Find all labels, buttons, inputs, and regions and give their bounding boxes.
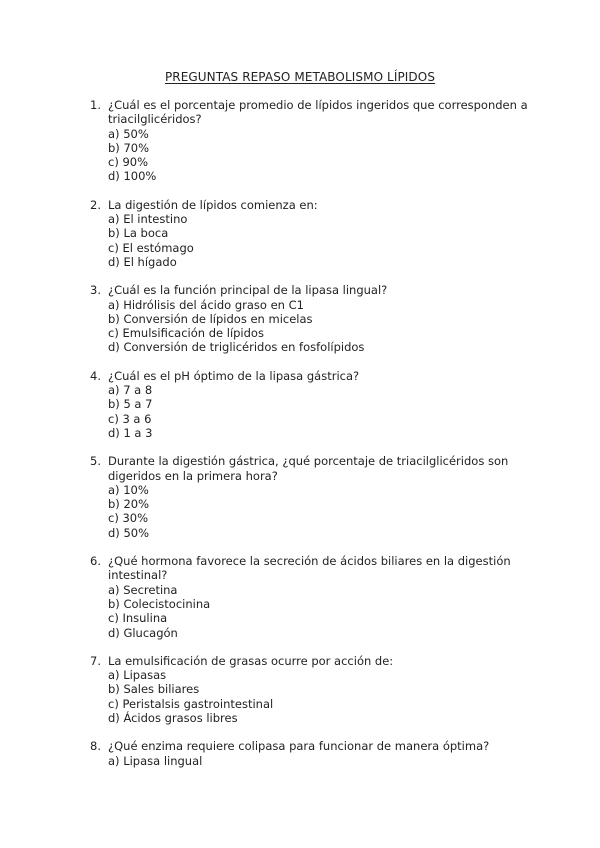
question-item bbox=[0, 739, 600, 768]
answer-option: a) Secretina bbox=[108, 582, 178, 597]
question-item bbox=[0, 454, 600, 540]
question-text: La digestión de lípidos comienza en: bbox=[108, 197, 318, 212]
answer-option: c) Peristalsis gastrointestinal bbox=[108, 696, 274, 711]
answer-options bbox=[108, 583, 540, 640]
answer-options bbox=[108, 483, 540, 540]
answer-option: b) Colecistocinina bbox=[108, 596, 211, 611]
answer-option: d) 100% bbox=[108, 169, 157, 184]
answer-option: a) 10% bbox=[108, 482, 149, 497]
answer-option: a) Lipasas bbox=[108, 668, 167, 683]
answer-option: c) 30% bbox=[108, 511, 149, 526]
question-text: ¿Qué enzima requiere colipasa para funcionar de manera óptima? bbox=[108, 739, 490, 754]
answer-option: d) Conversión de triglicéridos en fosfolípidos bbox=[108, 340, 365, 355]
question-list bbox=[0, 98, 600, 782]
question-number: 1. bbox=[90, 98, 101, 112]
question-text: ¿Cuál es la función principal de la lipasa lingual? bbox=[108, 283, 388, 298]
question-text: ¿Cuál es el porcentaje promedio de lípidos ingeridos que corresponden a triacilglicéridos? bbox=[108, 98, 528, 127]
question-number: 5. bbox=[90, 454, 101, 469]
answer-option: c) Insulina bbox=[108, 611, 168, 626]
question-text: Durante la digestión gástrica, ¿qué porcentaje de triacilglicéridos son digeridos en la primera hora? bbox=[108, 454, 509, 483]
answer-options bbox=[108, 668, 540, 725]
answer-options bbox=[108, 212, 540, 269]
document-title: PREGUNTAS REPASO METABOLISMO LÍPIDOS bbox=[164, 70, 436, 84]
question-text: ¿Cuál es el pH óptimo de la lipasa gástrica? bbox=[108, 368, 360, 383]
question-number: 6. bbox=[90, 554, 101, 569]
answer-option: c) El estómago bbox=[108, 240, 194, 255]
answer-option: d) 1 a 3 bbox=[108, 425, 153, 440]
answer-option: a) El intestino bbox=[108, 212, 188, 227]
answer-option: c) 90% bbox=[108, 155, 149, 170]
answer-option: a) Lipasa lingual bbox=[108, 753, 203, 768]
answer-option: b) Conversión de lípidos en micelas bbox=[108, 311, 313, 326]
answer-option: d) El hígado bbox=[108, 254, 177, 269]
question-text: La emulsificación de grasas ocurre por acción de: bbox=[108, 653, 394, 668]
answer-option: c) Emulsificación de lípidos bbox=[108, 326, 264, 341]
answer-option: c) 3 a 6 bbox=[108, 411, 152, 426]
question-item bbox=[0, 369, 600, 440]
question-item bbox=[0, 98, 600, 184]
answer-option: a) 50% bbox=[108, 126, 149, 141]
answer-options bbox=[108, 383, 540, 440]
question-item bbox=[0, 554, 600, 640]
question-item bbox=[0, 654, 600, 725]
question-number: 7. bbox=[90, 653, 101, 668]
question-number: 2. bbox=[90, 197, 101, 212]
answer-option: b) 70% bbox=[108, 140, 150, 155]
answer-option: d) Ácidos grasos libres bbox=[108, 710, 238, 725]
answer-option: d) Glucagón bbox=[108, 625, 178, 640]
question-number: 4. bbox=[90, 368, 101, 383]
answer-options bbox=[108, 298, 540, 355]
answer-options bbox=[108, 127, 540, 184]
answer-option: a) 7 a 8 bbox=[108, 383, 153, 398]
answer-option: b) Sales biliares bbox=[108, 682, 200, 697]
question-number: 3. bbox=[90, 283, 101, 298]
answer-option: b) La boca bbox=[108, 226, 169, 241]
question-item bbox=[0, 198, 600, 269]
answer-option: a) Hidrólisis del ácido graso en C1 bbox=[108, 297, 304, 312]
question-text: ¿Qué hormona favorece la secreción de ácidos biliares en la digestión intestinal? bbox=[108, 554, 511, 583]
answer-option: b) 5 a 7 bbox=[108, 397, 153, 412]
answer-options bbox=[108, 754, 540, 768]
answer-option: d) 50% bbox=[108, 525, 150, 540]
answer-option: b) 20% bbox=[108, 497, 150, 512]
question-number: 8. bbox=[90, 739, 101, 754]
question-item bbox=[0, 283, 600, 354]
